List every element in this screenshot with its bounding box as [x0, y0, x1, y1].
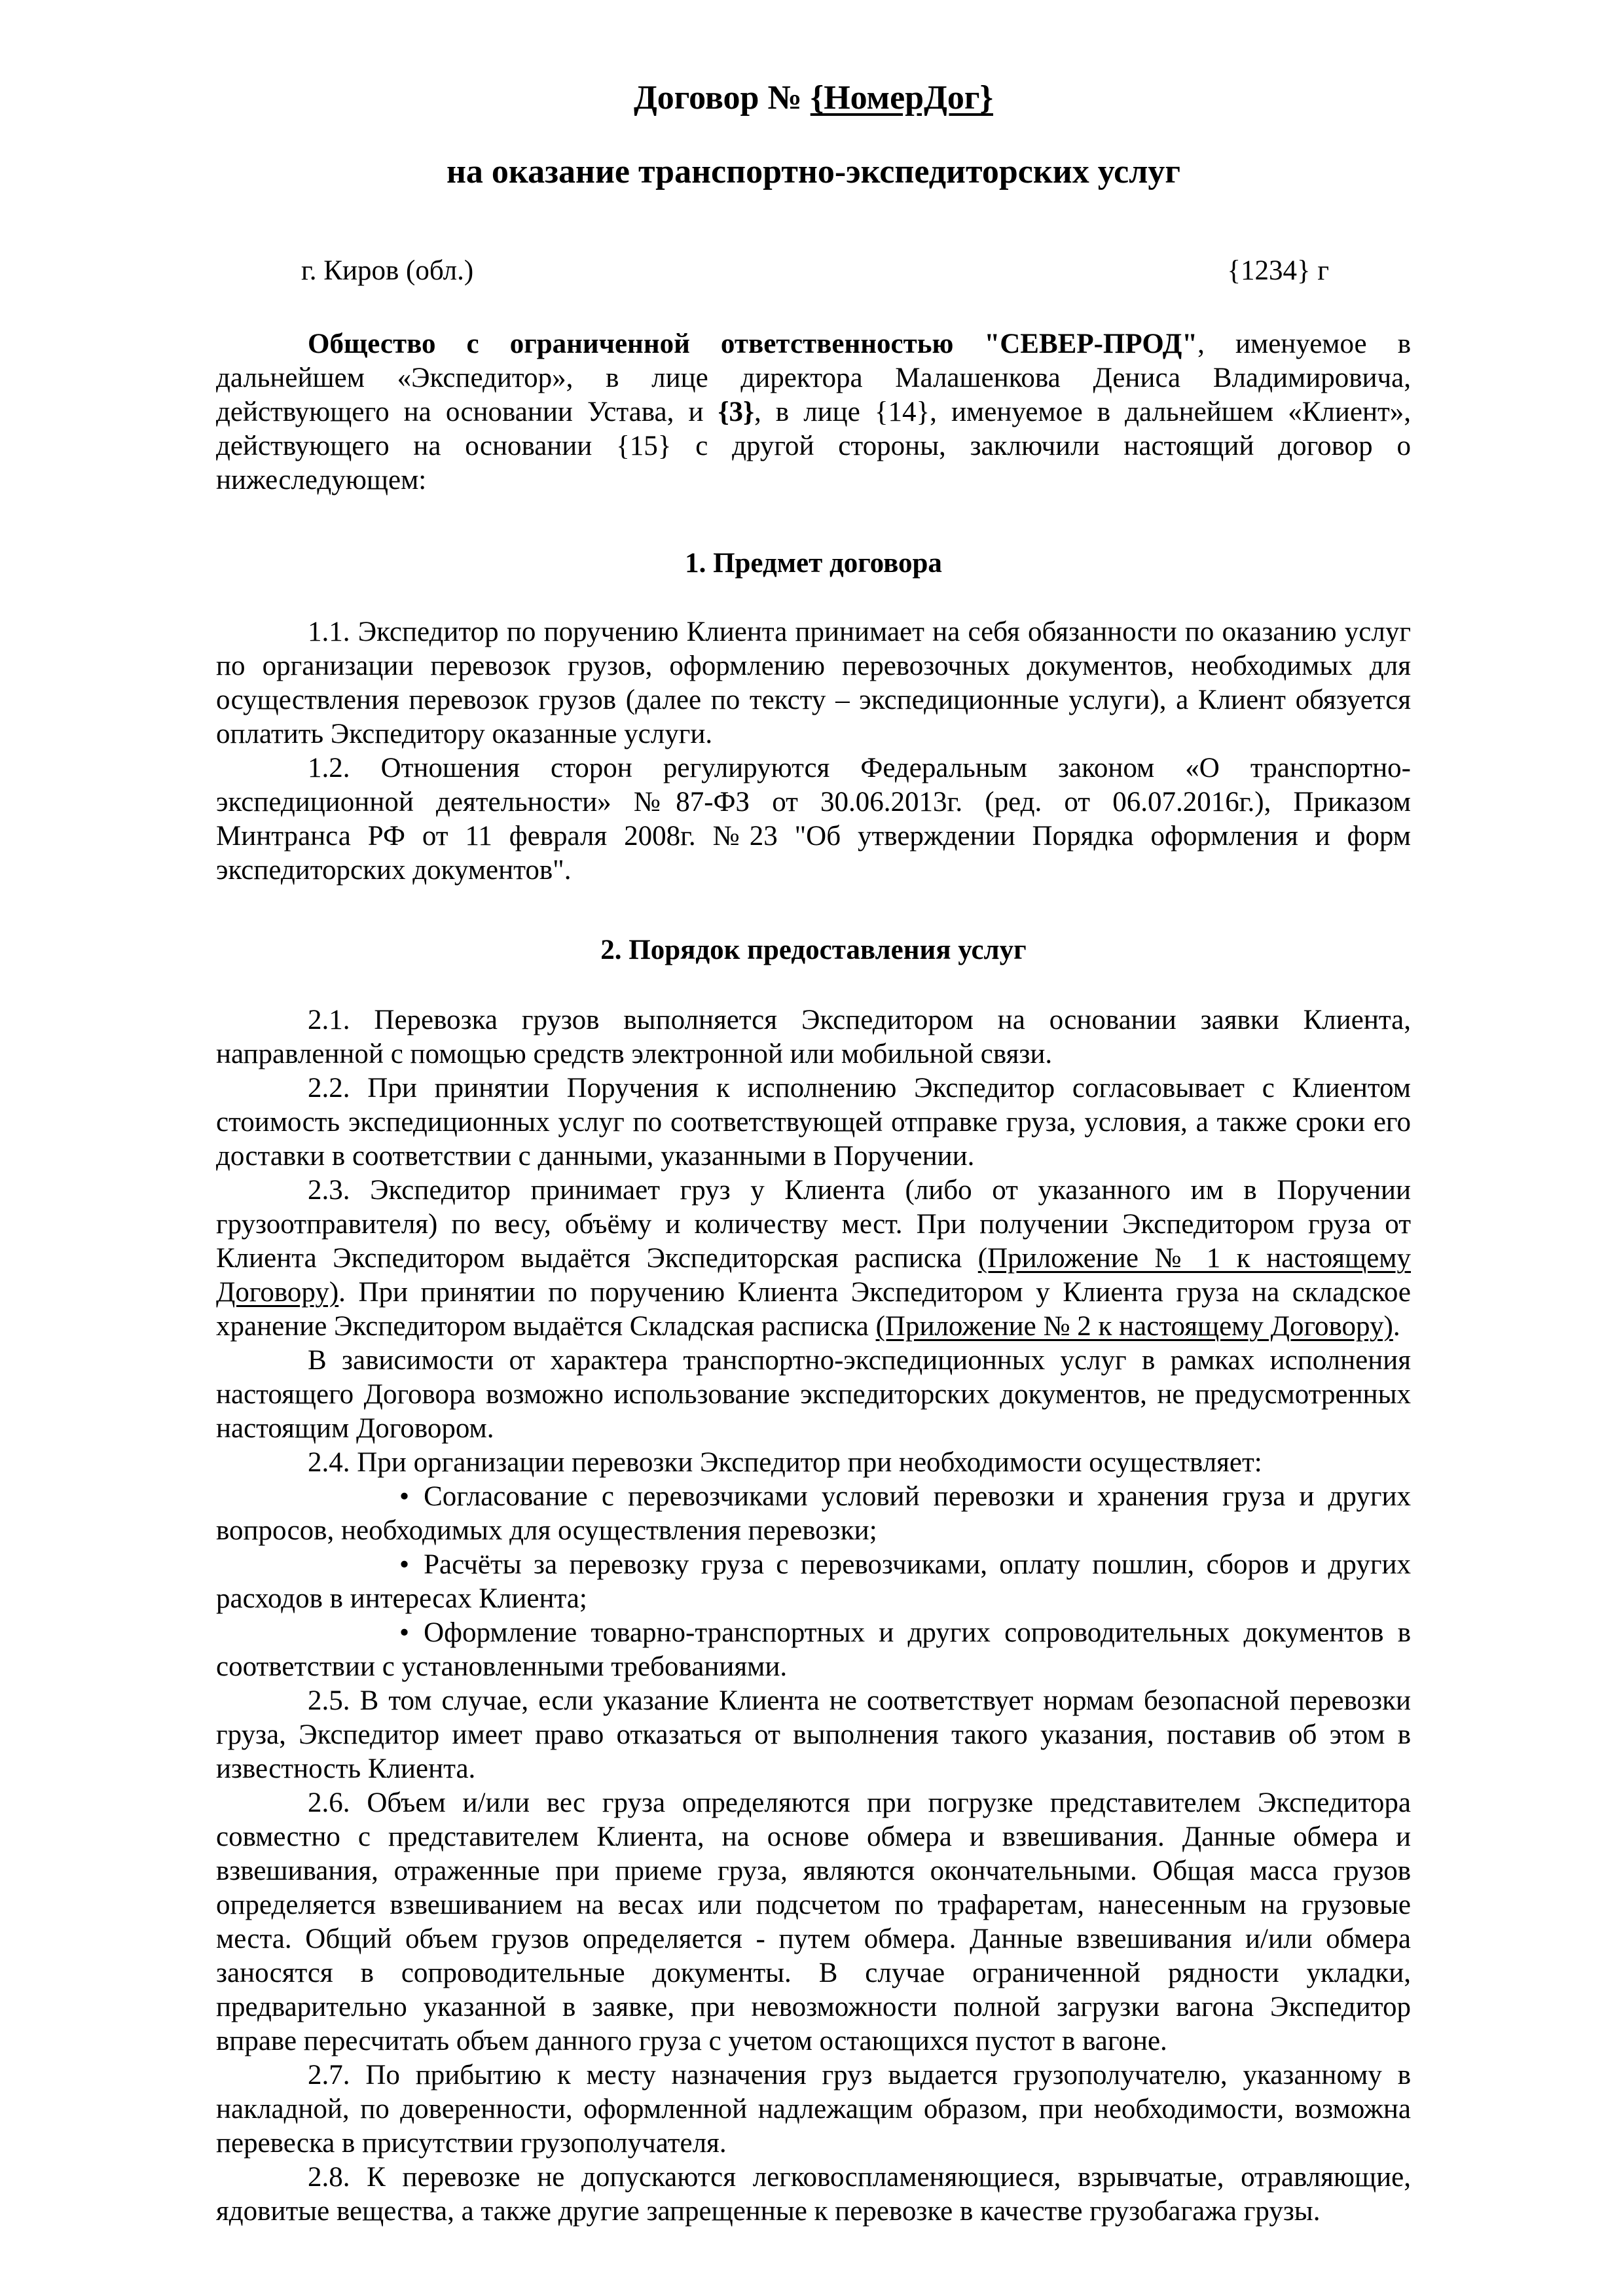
appendix-2-reference: (Приложение № 2 к настоящему Договору) — [875, 1311, 1393, 1342]
document-title — [216, 79, 1411, 118]
bullet-item-3 — [216, 1616, 1411, 1684]
company-name: Общество с ограниченной ответственностью "СЕВЕР-ПРОД" — [308, 329, 1198, 359]
bullet-item-3-text: Оформление товарно-транспортных и других сопроводительных документов в соответствии с установленными требованиями. — [216, 1617, 1411, 1682]
clause-2-5: 2.5. В том случае, если указание Клиента не соответствует нормам безопасной перевозки груза, Экспедитор имеет право отказаться от выполнения такого указания, поставив об этом в известность Клиента. — [216, 1685, 1411, 1784]
bullet-icon: • — [399, 1617, 410, 1648]
preamble-paragraph — [216, 327, 1411, 497]
bullet-item-1-text: Согласование с перевозчиками условий перевозки и хранения груза и других вопросов, необходимых для осуществления перевозки; — [216, 1481, 1411, 1546]
clause-2-3-text-2: . При принятии по поручению Клиента Экспедитором у Клиента груза на складское хранение Экспедитором выдаётся Складская расписка — [216, 1277, 1411, 1342]
clause-2-3-text-1: 2.3. Экспедитор принимает груз у Клиента (либо от указанного им в Поручении грузоотправителя) по весу, объёму и количеству мест. При получении Экспедитором груза от Клиента Экспедитором выдаётся Экспедиторская расписка — [216, 1175, 1411, 1274]
clause-2-3 — [216, 1174, 1411, 1344]
section-2-heading: 2. Порядок предоставления услуг — [600, 935, 1027, 965]
bullet-item-1 — [216, 1480, 1411, 1548]
document-title-prefix: Договор № — [634, 79, 811, 117]
bullet-icon: • — [399, 1549, 410, 1580]
clause-2-2: 2.2. При принятии Поручения к исполнению Экспедитор согласовывает с Клиентом стоимость экспедиционных услуг по соответствующей отправке груза, условия, а также сроки его доставки в соответствии с данными, указанными в Поручении. — [216, 1073, 1411, 1172]
clause-1-1: 1.1. Экспедитор по поручению Клиента принимает на себя обязанности по оказанию услуг по организации перевозок грузов, оформлению перевозочных документов, необходимых для осуществления перевозок грузов (далее по тексту – экспедиционные услуги), а Клиент обязуется оплатить Экспедитору оказанные услуги. — [216, 617, 1411, 749]
place-label: г. Киров (обл.) — [301, 255, 474, 286]
bullet-icon: • — [399, 1481, 410, 1512]
bullet-item-2-text: Расчёты за перевозку груза с перевозчиками, оплату пошлин, сборов и других расходов в интересах Клиента; — [216, 1549, 1411, 1614]
clause-2-7: 2.7. По прибытию к месту назначения груз выдается грузополучателю, указанному в накладной, по доверенности, оформленной надлежащим образом, при необходимости, возможна перевеска в присутствии грузополучателя. — [216, 2060, 1411, 2159]
clause-1-2: 1.2. Отношения сторон регулируются Федеральным законом «О транспортно-экспедиционной деятельности» №87-ФЗ от 30.06.2013г. (ред. от 06.07.2016г.), Приказом Минтранса РФ от 11 февраля 2008г. №23 "Об утверждении Порядка оформления и форм экспедиторских документов". — [216, 753, 1411, 886]
document-title-number: {НомерДог} — [810, 79, 993, 117]
date-label: {1234} г — [1227, 255, 1329, 286]
section-1-heading: 1. Предмет договора — [685, 548, 942, 579]
clause-2-8: 2.8. К перевозке не допускаются легковоспламеняющиеся, взрывчатые, отравляющие, ядовитые вещества, а также другие запрещенные к перевозке в качестве грузобагажа грузы. — [216, 2162, 1411, 2227]
bullet-item-2 — [216, 1548, 1411, 1616]
preamble-text-2: , в лице {14}, именуемое в дальнейшем «Клиент», действующего на основании {15} с другой стороны, заключили настоящий договор о нижеследующем: — [216, 397, 1411, 495]
clause-2-6: 2.6. Объем и/или вес груза определяются при погрузке представителем Экспедитора совместно с представителем Клиента, на основе обмера и взвешивания. Данные обмера и взвешивания, отраженные при приеме груза, являются окончательными. Общая масса грузов определяется взвешиванием на весах или подсчетом по трафаретам, нанесенным на грузовые места. Общий объем грузов определяется - путем обмера. Данные взвешивания и/или обмера заносятся в сопроводительные документы. В случае ограниченной рядности укладки, предварительно указанной в заявке, при невозможности полной загрузки вагона Экспедитор вправе пересчитать объем данного груза с учетом остающихся пустот в вагоне. — [216, 1787, 1411, 2056]
place-date-row — [216, 254, 1411, 288]
preamble-text-1: , именуемое в дальнейшем «Экспедитор», в лице директора Малашенкова Дениса Владимировича, действующего на основании Устава, и — [216, 329, 1411, 427]
clause-2-1: 2.1. Перевозка грузов выполняется Экспедитором на основании заявки Клиента, направленной с помощью средств электронной или мобильной связи. — [216, 1005, 1411, 1069]
document-subtitle: на оказание транспортно-экспедиторских услуг — [446, 153, 1181, 190]
client-placeholder: {3} — [718, 397, 754, 427]
clause-2-4: 2.4. При организации перевозки Экспедитор при необходимости осуществляет: — [308, 1447, 1262, 1478]
appendix-1-reference: (Приложение № 1 к настоящему Договору) — [216, 1243, 1411, 1308]
clause-2-3-note: В зависимости от характера транспортно-экспедиционных услуг в рамках исполнения настоящего Договора возможно использование экспедиторских документов, не предусмотренных настоящим Договором. — [216, 1345, 1411, 1444]
clause-2-3-text-3: . — [1393, 1311, 1400, 1342]
